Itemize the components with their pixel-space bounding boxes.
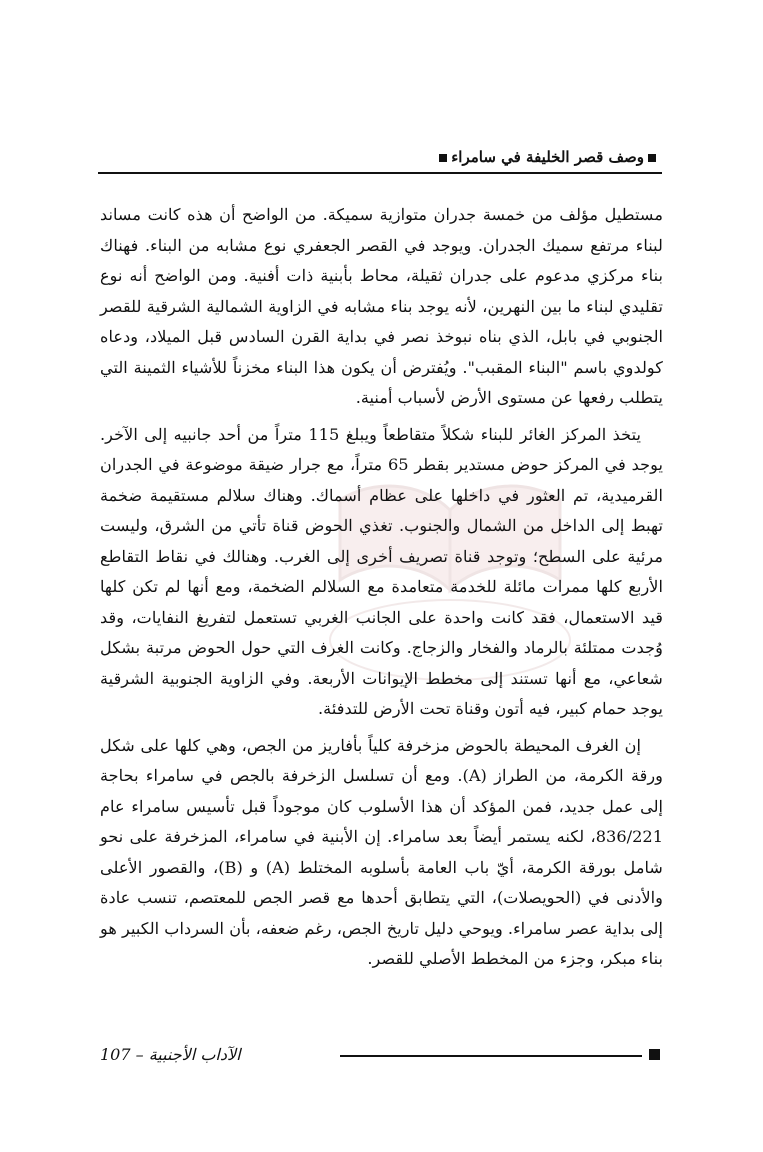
running-header-title bbox=[435, 146, 660, 168]
paragraph-2: يتخذ المركز الغائر للبناء شكلاً متقاطعاً ويبلغ 115 متراً من أحد جانبيه إلى الآخر. يوجد في المركز حوض مستدير بقطر 65 متراً، مع جرار ضيقة موضوعة في الجدران القرميدية، تم العثور في داخلها على عظام أسماك. وهناك سلالم مستقيمة ضخمة تهبط إلى الداخل من الشمال والجنوب. تغذي الحوض قناة تأتي من الشرق، وليست مرئية على السطح؛ وتوجد قناة تصريف أخرى إلى الغرب. وهنالك في نقاط التقاطع الأربع كلها ممرات مائلة للخدمة متعامدة مع السلالم الضخمة، ومع أنها لم تكن كلها قيد الاستعمال، فقد كانت واحدة على الجانب الغربي تستعمل لتفريغ النفايات، وقد وُجدت ممتلئة بالرماد والفخار والزجاج. وكانت الغرف التي حول الحوض مرتبة بشكل شعاعي، مع أنها تستند إلى مخطط الإيوانات الأربعة. وفي الزاوية الجنوبية الشرقية يوجد حمام كبير، فيه أتون وقناة تحت الأرض للتدفئة. bbox=[100, 424, 663, 718]
article-body bbox=[100, 200, 663, 981]
footer-separator: – bbox=[130, 1045, 149, 1064]
paragraph-3: إن الغرف المحيطة بالحوض مزخرفة كلياً بأفاريز من الجص، وهي كلها على شكل ورقة الكرمة، من الطراز (A). ومع أن تسلسل الزخرفة بالجص في سامراء بحاجة إلى عمل جديد، فمن المؤكد أن هذا الأسلوب كان موجوداً قبل تأسيس سامراء عام 836/221، لكنه يستمر أيضاً بعد سامراء. إن الأبنية في سامراء، المزخرفة على نحو شامل بورقة الكرمة، أيّ باب العامة بأسلوبه المختلط (A) و (B)، والقصور الأعلى والأدنى في (الحويصلات)، التي يتطابق أحدها مع قصر الجص للمعتصم، تنسب عادة إلى بداية عصر سامراء. ويوحي دليل تاريخ الجص، رغم ضعفه، بأن السرداب الكبير هو بناء مبكر، وجزء من المخطط الأصلي للقصر. bbox=[100, 735, 663, 968]
header-title-text: وصف قصر الخليفة في سامراء bbox=[451, 148, 644, 166]
journal-name: الآداب الأجنبية bbox=[148, 1045, 241, 1064]
header-square-icon-end bbox=[439, 154, 447, 162]
paragraph-1: مستطيل مؤلف من خمسة جدران متوازية سميكة. من الواضح أن هذه كانت مساند لبناء مرتفع سميك الجدران. ويوجد في القصر الجعفري نوع مشابه من البناء. فهناك بناء مركزي مدعوم على جدران ثقيلة، محاط بأبنية ذات أفنية. ومن الواضح أنه نوع تقليدي لبناء ما بين النهرين، لأنه يوجد بناء مشابه في الزاوية الشمالية الشرقية للقصر الجنوبي في بابل، الذي بناه نبوخذ نصر في بداية القرن السادس قبل الميلاد، ودعاه كولدوي باسم "البناء المقبب". ويُفترض أن يكون هذا البناء مخزناً للأشياء الثمينة التي يتطلب رفعها عن مستوى الأرض لأسباب أمنية. bbox=[100, 205, 663, 407]
footer-label bbox=[100, 1043, 336, 1067]
header-rule bbox=[98, 172, 662, 174]
footer-square-icon bbox=[649, 1049, 660, 1060]
footer-rule bbox=[340, 1055, 642, 1057]
header-square-icon bbox=[648, 154, 656, 162]
running-header bbox=[100, 146, 660, 170]
page-footer bbox=[100, 1043, 662, 1067]
page-number: 107 bbox=[100, 1045, 131, 1064]
